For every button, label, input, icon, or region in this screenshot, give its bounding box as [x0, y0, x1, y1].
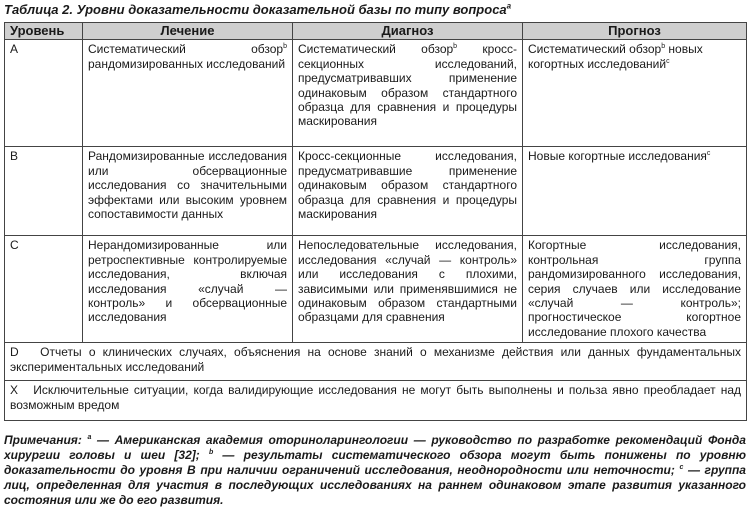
- prognosis-b-text: Новые когортные исследования: [528, 149, 707, 164]
- header-treatment: Лечение: [83, 23, 293, 40]
- diagnosis-a-text-rest: кросс-секционных исследований, предусматривавших применение одинаковым образом стандартного образца для сравнения и процедуры маскирования: [298, 42, 517, 129]
- table-row-b: [5, 147, 747, 236]
- prognosis-a-text: Систематический обзор: [528, 42, 662, 57]
- caption-footnote-mark: a: [506, 1, 512, 11]
- note-a-text: — Американская академия оториноларингологии — руководство по разработке рекомендаций Фонда хирургии головы и шеи [32];: [4, 433, 746, 462]
- note-b-text: — результаты систематического обзора могут быть понижены по уровню доказательности до уровня B при наличии ограничений исследования, неоднородности или неточности;: [4, 448, 747, 477]
- treatment-a-text-rest: рандомизированных исследований: [88, 56, 286, 71]
- table-row-c: [5, 236, 747, 343]
- note-mark-a: a: [87, 434, 92, 441]
- treatment-a-text: Систематический обзор: [88, 42, 284, 57]
- level-x-cell: [5, 381, 747, 421]
- header-diagnosis: Диагноз: [293, 23, 523, 40]
- prognosis-a-text-rest: новых когортных исследований: [528, 42, 703, 71]
- note-c-text: — группа лиц, определенная для участия в последующих исследованиях на раннем одинаковом этапе развития указанного состояния или же до его развития.: [4, 463, 746, 507]
- diagnosis-cell-a: [293, 40, 523, 147]
- header-level: Уровень: [5, 23, 83, 40]
- prognosis-cell-a: [523, 40, 747, 147]
- diagnosis-cell-b: Кросс-секционные исследования, предусматривавшие применение одинаковым образом стандартного образца для сравнения и процедуры маскирования: [293, 147, 523, 236]
- diagnosis-cell-c: Непоследовательные исследования, исследования «случай — контроль» или исследования с плохими, зависимыми или применявшимися не одинаковым образом стандартными образцами для сравнения: [293, 236, 523, 343]
- treatment-cell-c: Нерандомизированные или ретроспективные контролируемые исследования, включая исследования «случай — контроль» и обсервационные исследования: [83, 236, 293, 343]
- footnote-mark: c: [666, 57, 670, 65]
- footnote-mark: b: [661, 43, 666, 51]
- level-cell-c: C: [5, 236, 83, 343]
- level-d-text: Отчеты о клинических случаях, объяснения на основе знаний о механизме действия или данных фундаментальных экспериментальных исследований: [10, 345, 741, 374]
- table-caption: [4, 2, 748, 18]
- footnote-mark: c: [706, 150, 711, 158]
- table-row-a: [5, 40, 747, 147]
- footnote-mark: b: [283, 43, 287, 51]
- notes-label: Примечания:: [4, 433, 82, 447]
- footnote-mark: b: [453, 43, 458, 51]
- treatment-cell-a: [83, 40, 293, 147]
- level-cell-b: B: [5, 147, 83, 236]
- table-row-d: [5, 343, 747, 381]
- prognosis-cell-c: Когортные исследования, контрольная группа рандомизированного исследования, серия случаев или исследование «случай — контроль»; прогностическое когортное исследование плохого качества: [523, 236, 747, 343]
- table-notes: [4, 433, 746, 508]
- level-x-text: Исключительные ситуации, когда валидирующие исследования не могут быть выполнены и польза явно преобладает над возможным вредом: [10, 383, 741, 412]
- level-cell-a: A: [5, 40, 83, 147]
- table-caption-text: Таблица 2. Уровни доказательности доказательной базы по типу вопроса: [4, 2, 507, 17]
- level-d-cell: [5, 343, 747, 381]
- treatment-cell-b: Рандомизированные исследования или обсервационные исследования со значительными эффектами или высоким уровнем сопоставимости данных: [83, 147, 293, 236]
- prognosis-cell-b: [523, 147, 747, 236]
- diagnosis-a-text: Систематический обзор: [298, 42, 454, 57]
- table-row-x: [5, 381, 747, 421]
- level-x-label: X: [10, 383, 19, 398]
- note-mark-c: c: [679, 464, 684, 471]
- table-header-row: [5, 23, 747, 40]
- header-prognosis: Прогноз: [523, 23, 747, 40]
- level-d-label: D: [10, 345, 19, 360]
- evidence-levels-table: [4, 22, 747, 421]
- note-mark-b: b: [208, 449, 214, 456]
